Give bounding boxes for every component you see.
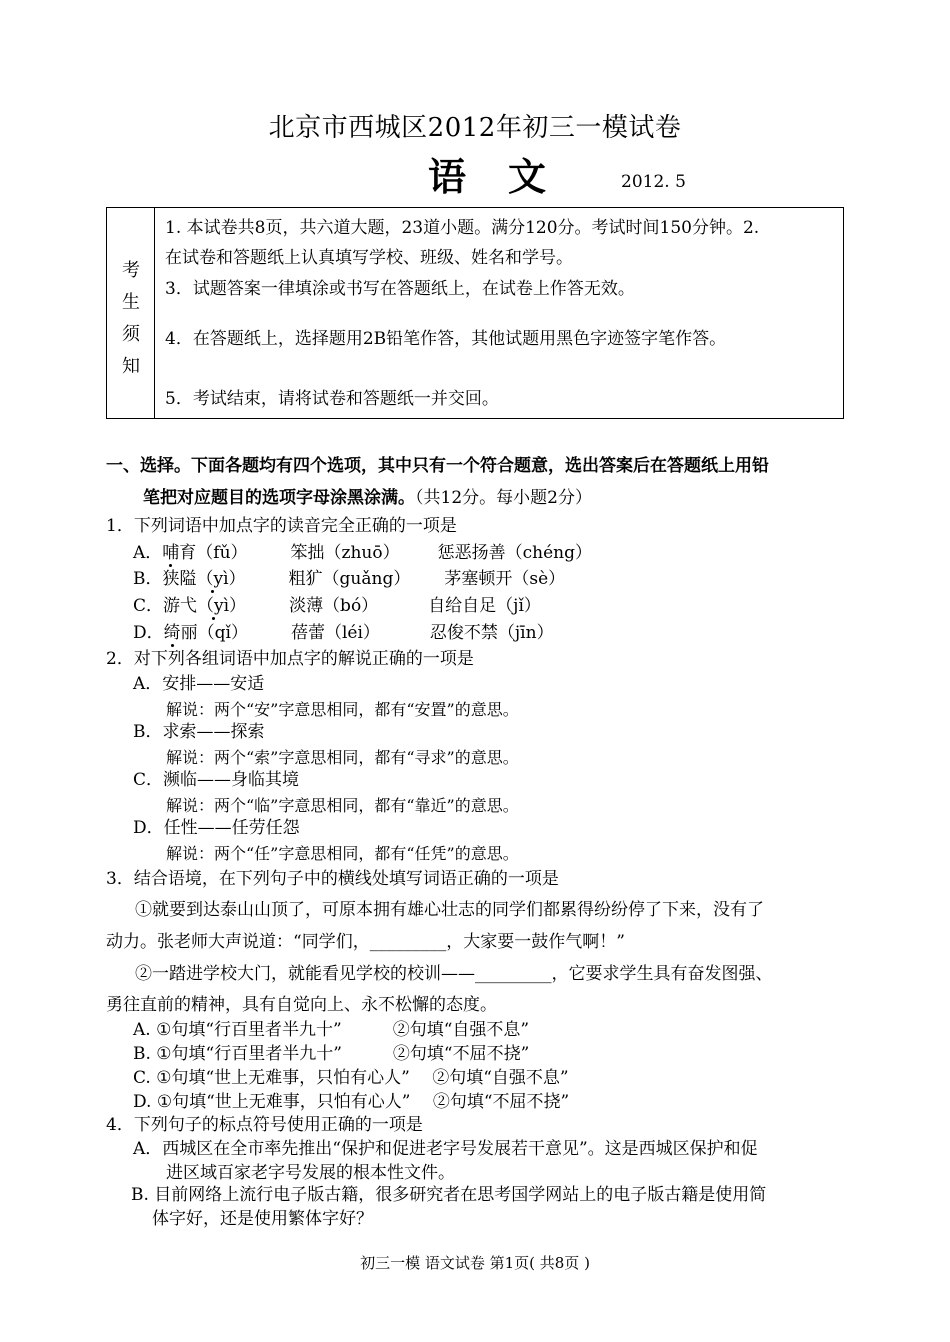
exam-notice-box	[106, 207, 844, 419]
option-text: 茅塞顿开（sè）	[444, 569, 566, 589]
dotted-text: 弋（yì）	[180, 596, 247, 616]
section-heading: 一、选择。下面各题均有四个选项，其中只有一个符合题意，选出答案后在答题纸上用铅	[106, 456, 769, 476]
option-letter: A．	[133, 543, 163, 563]
q3-sentence-2: ②一踏进学校大门，就能看见学校的校训——_________，它要求学生具有奋发图强、	[135, 964, 773, 984]
option-text: 丽（qǐ）	[180, 623, 248, 643]
q4-option-a: A．西城区在全市率先推出“保护和促进老字号发展若干意见”。这是西城区保护和促	[133, 1139, 758, 1159]
dotted-char: 哺	[162, 543, 180, 563]
question-stem: 4．下列句子的标点符号使用正确的一项是	[106, 1115, 423, 1135]
option-text: 忍俊不禁（jīn）	[429, 623, 554, 643]
option-text: 狭	[162, 569, 180, 589]
q2-explanation-c: 解说：两个“临”字意思相同，都有“靠近”的意思。	[166, 796, 519, 815]
notice-line: 3．试题答案一律填涂或书写在答题纸上，在试卷上作答无效。	[165, 279, 635, 299]
option-text: 粗	[288, 569, 306, 589]
q3-option-d: D. ①句填“世上无难事，只怕有心人” ②句填“不屈不挠”	[133, 1092, 570, 1112]
option-text: 淡	[289, 596, 307, 616]
page-footer: 初三一模 语文试卷 第1页( 共8页 )	[360, 1254, 590, 1272]
q2-option-b: B．求索——探索	[133, 722, 265, 742]
question-stem: 1．下列词语中加点字的读音完全正确的一项是	[106, 516, 457, 536]
notice-line: 4．在答题纸上，选择题用2B铅笔作答，其他试题用黑色字迹签字笔作答。	[165, 329, 727, 349]
option-letter: C．	[133, 596, 164, 616]
question-stem: 2．对下列各组词语中加点字的解说正确的一项是	[106, 649, 474, 669]
option-text: 游	[163, 596, 181, 616]
option-text: 拙（zhuō）	[307, 543, 400, 563]
q1-option-a	[133, 542, 592, 564]
notice-heading-char: 考	[122, 260, 140, 281]
notice-line: 在试卷和答题纸上认真填写学校、班级、姓名和学号。	[165, 248, 573, 268]
notice-heading-char: 须	[122, 324, 140, 345]
option-letter: B．	[133, 569, 163, 589]
q2-option-c: C．濒临——身临其境	[133, 770, 300, 790]
section-heading-cont	[143, 487, 592, 509]
notice-heading-char: 知	[122, 356, 140, 377]
q1-option-c	[133, 595, 541, 617]
notice-line: 5．考试结束，请将试卷和答题纸一并交回。	[165, 389, 499, 409]
option-text: 蓓	[290, 623, 308, 643]
q3-sentence-2-cont: 勇往直前的精神，具有自觉向上、永不松懈的态度。	[106, 995, 497, 1015]
q2-option-a: A．安排——安适	[133, 674, 265, 694]
option-text: 犷（guǎng）	[305, 569, 411, 589]
exam-title: 北京市西城区2012年初三一模试卷	[268, 113, 682, 143]
option-text: 惩恶扬善（chéng）	[437, 543, 592, 563]
q2-option-d: D．任性——任劳任怨	[133, 818, 300, 838]
q4-option-b-cont: 体字好，还是使用繁体字好？	[152, 1209, 373, 1229]
option-text: 薄（bó）	[306, 596, 379, 616]
subject-title: 语 文	[428, 154, 549, 199]
option-text: 笨	[290, 543, 308, 563]
dotted-text: 隘（yì）	[179, 569, 246, 589]
notice-line: 1. 本试卷共8页，共六道大题，23道小题。满分120分。考试时间150分钟。2.	[165, 218, 760, 238]
option-text: 蕾（léi）	[307, 623, 380, 643]
option-text: 自给自足（jǐ）	[428, 596, 541, 616]
q3-option-c: C. ①句填“世上无难事，只怕有心人” ②句填“自强不息”	[133, 1068, 569, 1088]
notice-heading-char: 生	[122, 292, 140, 313]
q2-explanation-d: 解说：两个“任”字意思相同，都有“任凭”的意思。	[166, 844, 519, 863]
q3-sentence-1-cont: 动力。张老师大声说道：“同学们，_________，大家要一鼓作气啊！”	[106, 932, 625, 952]
q4-option-b: B. 目前网络上流行电子版古籍，很多研究者在思考国学网站上的电子版古籍是使用简	[131, 1185, 767, 1205]
q1-option-b	[133, 568, 565, 590]
notice-heading-column	[107, 208, 155, 418]
q1-option-d	[133, 622, 554, 644]
option-letter: D．	[133, 623, 164, 643]
q2-explanation-a: 解说：两个“安”字意思相同，都有“安置”的意思。	[166, 700, 519, 719]
q3-option-b: B. ①句填“行百里者半九十” ②句填“不屈不挠”	[133, 1044, 530, 1064]
question-stem: 3．结合语境，在下列句子中的横线处填写词语正确的一项是	[106, 869, 559, 889]
section-points: （共12分。每小题2分）	[415, 488, 592, 508]
q3-sentence-1: ①就要到达泰山山顶了，可原本拥有雄心壮志的同学们都累得纷纷停了下来，没有了	[135, 900, 764, 920]
q3-option-a: A. ①句填“行百里者半九十” ②句填“自强不息”	[133, 1020, 530, 1040]
q2-explanation-b: 解说：两个“索”字意思相同，都有“寻求”的意思。	[166, 748, 519, 767]
option-text: 育（fǔ）	[179, 543, 248, 563]
dotted-char: 绮	[163, 623, 181, 643]
section-heading-bold: 笔把对应题目的选项字母涂黑涂满。	[143, 488, 415, 508]
exam-date: 2012. 5	[621, 172, 686, 192]
q4-option-a-cont: 进区域百家老字号发展的根本性文件。	[166, 1163, 455, 1183]
